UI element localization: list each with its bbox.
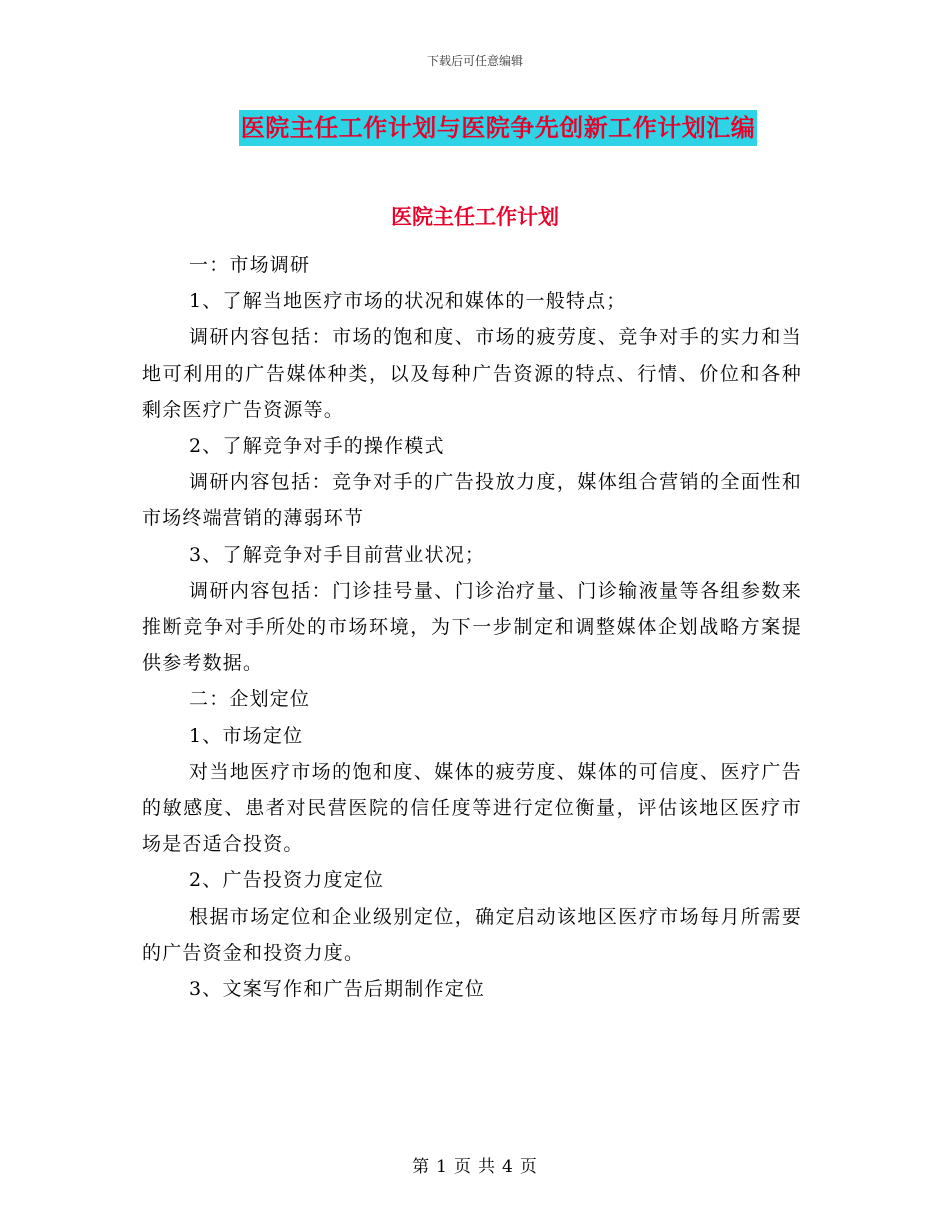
paragraph: 3、了解竞争对手目前营业状况；	[189, 543, 486, 566]
paragraph: 1、市场定位	[189, 724, 304, 747]
document-title-container	[0, 110, 950, 146]
page-mid: 页	[454, 1157, 472, 1177]
page-total-prefix: 共	[478, 1157, 496, 1177]
page-header-note: 下载后可任意编辑	[426, 54, 523, 68]
page-total: 4	[502, 1157, 514, 1177]
paragraph: 1、了解当地医疗市场的状况和媒体的一般特点；	[189, 290, 627, 313]
paragraph: 根据市场定位和企业级别定位，确定启动该地区医疗市场每月所需要的广告资金和投资力度。	[142, 905, 802, 964]
paragraph: 2、了解竞争对手的操作模式	[189, 435, 445, 458]
paragraph: 调研内容包括：门诊挂号量、门诊治疗量、门诊输液量等各组参数来推断竞争对手所处的市场环境，为下一步制定和调整媒体企划战略方案提供参考数据。	[142, 579, 802, 675]
page-prefix: 第	[412, 1157, 431, 1177]
document-body	[142, 247, 802, 1007]
page-current: 1	[436, 1157, 448, 1177]
paragraph: 对当地医疗市场的饱和度、媒体的疲劳度、媒体的可信度、医疗广告的敏感度、患者对民营医院的信任度等进行定位衡量，评估该地区医疗市场是否适合投资。	[142, 760, 802, 856]
paragraph: 二：企划定位	[189, 688, 311, 711]
document-title: 医院主任工作计划与医院争先创新工作计划汇编	[239, 110, 758, 146]
paragraph: 调研内容包括：市场的饱和度、市场的疲劳度、竞争对手的实力和当地可利用的广告媒体种类，以及每种广告资源的特点、行情、价位和各种剩余医疗广告资源等。	[142, 326, 802, 421]
paragraph: 2、广告投资力度定位	[189, 869, 385, 892]
page-footer	[0, 1152, 950, 1177]
page-suffix: 页	[519, 1157, 538, 1177]
section-title: 医院主任工作计划	[391, 204, 559, 229]
paragraph: 调研内容包括：竞争对手的广告投放力度，媒体组合营销的全面性和市场终端营销的薄弱环节	[142, 471, 802, 530]
paragraph: 3、文案写作和广告后期制作定位	[189, 978, 486, 1001]
paragraph: 一：市场调研	[189, 254, 311, 276]
